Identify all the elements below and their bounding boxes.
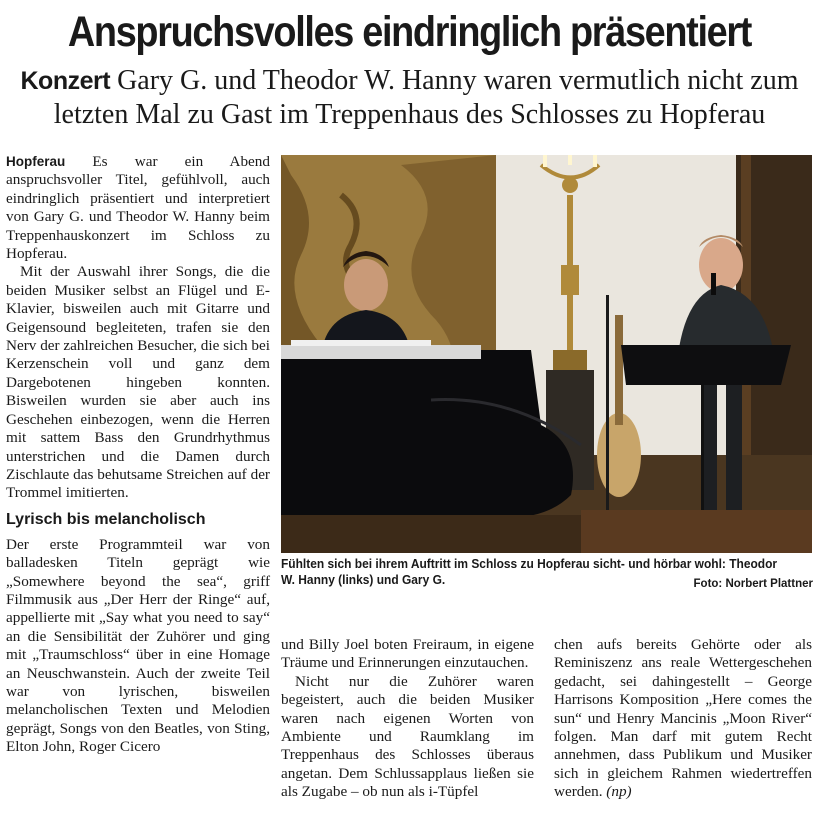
- article-column-3: [554, 636, 812, 802]
- subhead-kicker: Konzert: [20, 67, 111, 95]
- article-headline: Anspruchsvolles eindringlich präsentiert: [67, 8, 752, 56]
- paragraph: Der erste Programmteil war von balladesken Titeln geprägt wie „Somewhere beyond the sea“, griff Filmmusik aus „Der Herr der Ringe“ auf, appellierte mit „Say what you need to say“ an die Sensibilität der Zuhörer und ging mit „Traumschloss“ über in eine Homage an Neuschwanstein. Auch der zweite Teil war von lyrischen, bisweilen melancholischen Texten und Melodien geprägt, Songs von den Beatles, von Sting, Elton John, Roger Cicero: [6, 535, 270, 756]
- photo-credit: Foto: Norbert Plattner: [693, 578, 813, 590]
- paragraph: Nicht nur die Zuhörer waren begeistert, auch die beiden Musiker waren nach eigenen Worten von Ambiente und Raumklang im Treppenhaus des Schlosses überaus angetan. Dem Schlussapplaus ließen sie als Zugabe – ob nun als i-Tüpfel: [281, 672, 534, 801]
- photo-caption: Fühlten sich bei ihrem Auftritt im Schloss zu Hopferau sicht- und hörbar wohl: Theodor W. Hanny (links) und Gary G.: [281, 557, 778, 587]
- dateline: Hopferau: [6, 154, 66, 169]
- paragraph-text: chen aufs bereits Gehörte oder als Reminiszenz ans reale Wettergeschehen gedacht, sei dahingestellt – George Harrisons Komposition „Here comes the sun“ und Henry Mancinis „Moon River“ folgen. Man darf mit gutem Recht annehmen, dass Publikum und Musiker sich in gleichem Rahmen wiedertreffen werden.: [554, 636, 812, 801]
- paragraph: Mit der Auswahl ihrer Songs, die die beiden Musiker selbst an Flügel und E-Klavier, bisweilen auch mit Gitarre und Geigensound begleiteten, trafen sie den Nerv der zahlreichen Besucher, die sich bei Kerzenschein voll und ganz dem Dargebotenen hingeben konnten. Bisweilen wurden sie aber auch ins Geschehen einbezogen, wenn die Herren mit sattem Bass den Grundrhythmus unterstrichen und die Damen durch Zischlaute das behutsame Streichen auf der Trommel imitierten.: [6, 263, 270, 502]
- crosshead: Lyrisch bis melancholisch: [6, 510, 206, 528]
- paragraph: [6, 153, 270, 263]
- paragraph: und Billy Joel boten Freiraum, in eigene Träume und Erinnerungen einzutauchen.: [281, 636, 534, 672]
- subhead-text: Gary G. und Theodor W. Hanny waren vermutlich nicht zum letzten Mal zu Gast im Treppenhaus des Schlosses zu Hopferau: [53, 65, 799, 130]
- concert-photo-image: [281, 155, 812, 553]
- paragraph-text: Es war ein Abend anspruchsvoller Titel, gefühlvoll, auch eindringlich präsentiert und interpretiert von Gary G. und Theodor W. Hanny beim Treppenhauskonzert im Schloss zu Hopferau.: [6, 153, 270, 263]
- article-column-2: [281, 636, 534, 802]
- article-subhead: [0, 64, 819, 131]
- author-signature: (np): [606, 783, 632, 801]
- concert-photo: [281, 155, 812, 553]
- paragraph: [554, 636, 812, 802]
- article-column-1: [6, 153, 270, 757]
